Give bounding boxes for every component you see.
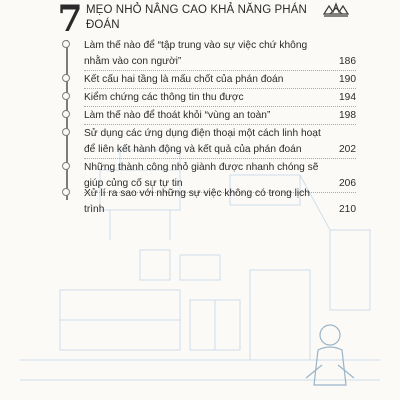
- toc-entry-page: 190: [339, 74, 356, 85]
- toc-divider: [84, 124, 356, 125]
- toc-entry-page: 202: [339, 144, 356, 155]
- toc-entry[interactable]: [84, 38, 356, 70]
- timeline-dot: [62, 162, 70, 170]
- decorative-ornament-icon: [322, 2, 350, 18]
- toc-divider: [84, 88, 356, 89]
- toc-divider: [84, 70, 356, 71]
- toc-entry-title: Sử dụng các ứng dụng điện thoại một cách linh hoạt để liên kết hành động và kết quả của phán đoán: [84, 128, 321, 155]
- chapter-number: 7: [57, 0, 83, 40]
- timeline-dot: [62, 92, 70, 100]
- toc-entry-page: 206: [339, 178, 356, 189]
- timeline-dot: [62, 128, 70, 136]
- toc-divider: [84, 158, 356, 159]
- chapter-title: MẸO NHỎ NÂNG CAO KHẢ NĂNG PHÁN ĐOÁN: [86, 4, 307, 31]
- toc-divider: [84, 106, 356, 107]
- timeline-line: [66, 40, 68, 200]
- toc-entry-title: Làm thế nào để “tập trung vào sự việc chứ không nhằm vào con người”: [84, 40, 308, 67]
- toc-entry-title: Kiểm chứng các thông tin thu được: [84, 92, 244, 103]
- toc-entry-page: 186: [339, 56, 356, 67]
- toc-entry[interactable]: [84, 186, 356, 218]
- toc-entry-title: Xử lí ra sao với những sự việc không có trong lịch trình: [84, 188, 310, 215]
- toc-entry[interactable]: [84, 90, 356, 106]
- toc-entry-page: 198: [339, 110, 356, 121]
- toc-entry-title: Làm thế nào để thoát khỏi “vùng an toàn”: [84, 110, 271, 121]
- toc-entry-page: 194: [339, 92, 356, 103]
- timeline-dot: [62, 110, 70, 118]
- timeline-dot: [62, 40, 70, 48]
- toc-entry[interactable]: [84, 126, 356, 158]
- timeline-dot: [62, 74, 70, 82]
- timeline-dot: [62, 188, 70, 196]
- toc-entry-page: 210: [339, 204, 356, 215]
- toc-entry-title: Kết cấu hai tầng là mấu chốt của phán đoán: [84, 74, 284, 85]
- toc-entry[interactable]: [84, 108, 356, 124]
- toc-entry[interactable]: [84, 72, 356, 88]
- toc-entry-title: Những thành công nhỏ giành được nhanh chóng sẽ giúp củng cố sự tự tin: [84, 162, 319, 189]
